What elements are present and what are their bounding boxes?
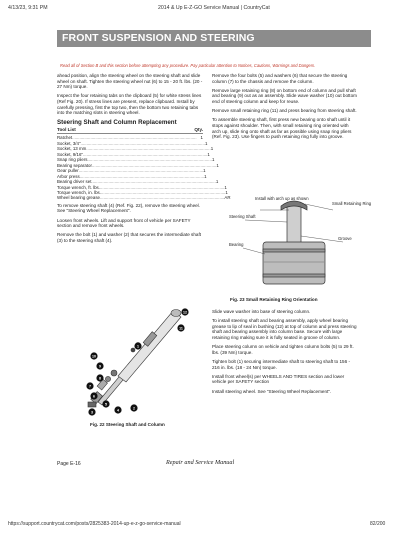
left-paragraph: To remove steering shaft (4) (Ref. Fig. 22), remove the steering wheel. See "Steering Wheel Replacement". — [57, 202, 200, 214]
tool-list — [57, 135, 231, 201]
tool-name: Gear puller — [57, 168, 79, 174]
fig23-illustration — [225, 194, 372, 294]
manual-title: Repair and Service Manual — [166, 459, 235, 466]
tool-qty: AR — [224, 195, 231, 201]
warning-line: Read all of Section B and this section before attempting any procedure. Pay particular attention to Notices, Cautions, Warnings and Dangers. — [60, 63, 316, 68]
callout-number: 7 — [89, 384, 91, 389]
tool-name: Socket, 13 mm — [57, 146, 87, 152]
tool-name: Arbor press — [57, 173, 80, 179]
fig22-illustration — [78, 298, 198, 416]
fig23-label-shaft: Steering Shaft — [229, 214, 256, 219]
tool-qty: 1 — [204, 140, 208, 146]
left-paragraph: Loosen front wheels. Lift and support front of vehicle per SAFETY section and remove front wheels. — [57, 217, 191, 229]
tool-qty: 1 — [224, 184, 227, 190]
tool-qty: 1 — [204, 173, 207, 179]
callout-number: 11 — [179, 326, 183, 331]
tool-name: Socket, 3/4" — [57, 140, 81, 146]
tool-qty: 1 — [210, 146, 214, 152]
right-paragraph: Remove large retaining ring (8) on bottom end of column and pull shaft and bearing (9) out as an assembly. Slide wave washer (10) out bottom end of steering column and keep for reuse. — [212, 87, 357, 104]
fig23-label-groove: Groove — [338, 236, 352, 241]
right-column-bottom — [212, 309, 358, 398]
callout-number: 6 — [93, 394, 95, 399]
tool-name: Ratchet — [57, 135, 73, 141]
callout-number: 12 — [183, 310, 187, 315]
tool-name: Wheel bearing grease — [57, 195, 100, 201]
right-paragraph: To install steering shaft and bearing assembly, apply wheel bearing grease to lip of seal in bushing (12) at top of column and press steering shaft and bearing assembly into column base. Secure with large retaining ring making sure it is fully seated in groove of column. — [212, 318, 357, 340]
fig23-caption: Fig. 23 Small Retaining Ring Orientation — [230, 297, 318, 302]
callout-number: 5 — [105, 402, 107, 407]
print-url: https://support.countrycat.com/posts/2825383-2014-up-e-z-go-service-manual — [8, 521, 181, 527]
tool-qty: 1 — [200, 135, 203, 141]
callout-number: 8 — [99, 376, 101, 381]
right-column-top — [212, 73, 358, 143]
left-paragraph: Inspect the four retaining tabs on the clipboard (5) for white stress lines (Ref Fig. 20). If stress lines are present, replace clipboard. Install by carefully pressing, first the top two, then the bottom two retaining tabs into the matching slots in steering wheel. — [57, 93, 202, 116]
page-number: Page E-16 — [57, 461, 81, 467]
tool-qty: 1 — [215, 179, 219, 185]
callout-number: 3 — [91, 410, 93, 415]
fig23-label-install: Install with arch up as shown — [255, 196, 309, 201]
fig22-caption: Fig. 22 Steering Shaft and Column — [90, 422, 165, 427]
callout-number: 1 — [137, 344, 139, 349]
right-paragraph: Install front wheel(s) per WHEELS AND TIRES section and lower vehicle per SAFETY section — [212, 373, 345, 385]
leader-dots — [100, 195, 224, 200]
procedure-heading: Steering Shaft and Column Replacement — [57, 119, 177, 127]
print-datetime: 4/13/23, 9:31 PM — [8, 5, 48, 11]
tool-name: Torque wrench, ft. lbs. — [57, 184, 100, 190]
right-paragraph: Place steering column on vehicle and tighten column bolts (5) to 29 ft. lbs. (39 Nm) torque. — [212, 344, 354, 355]
tool-name: Socket, 9/16" — [57, 151, 83, 157]
right-paragraph: Tighten bolt (1) securing intermediate shaft to steering shaft to 156 - 216 in. lbs. (18 - 24 Nm) torque. — [212, 358, 350, 370]
tool-name: Snap ring pliers — [57, 157, 88, 163]
right-paragraph: To assemble steering shaft, first press new bearing onto shaft until it stops against shoulder. Then, with small retaining ring oriented with arch up, slide ring onto shaft as far as possible using snap ring pliers (Ref. Fig. 23). Use fingers to push retaining ring fully into groove. — [212, 117, 352, 140]
left-paragraph: Remove the bolt (1) and washer (2) that secures the intermediate shaft (3) to the steering shaft (4). — [57, 232, 202, 244]
callout-number: 4 — [117, 408, 119, 413]
right-paragraph: Install steering wheel. See "Steering Wheel Replacement". — [212, 388, 332, 394]
callout-number: 2 — [133, 406, 135, 411]
tool-name: Bearing separator — [57, 162, 92, 168]
right-paragraph: Slide wave washer into base of steering column. — [212, 309, 311, 314]
qty-label: Qty. — [194, 127, 203, 133]
right-paragraph: Remove the four bolts (5) and washers (6) that secure the steering column (7) to the chassis and remove the column. — [212, 73, 348, 84]
tool-qty: 1 — [207, 151, 210, 157]
tool-qty: 1 — [216, 162, 219, 168]
fig23-label-ring: Small Retaining Ring — [332, 201, 372, 206]
fig23-label-bearing: Bearing — [229, 242, 244, 247]
tool-qty: 1 — [211, 157, 215, 163]
tool-list-label: Tool List — [57, 127, 76, 133]
tool-list-header — [57, 127, 203, 134]
callout-number: 9 — [99, 364, 101, 369]
section-title: FRONT SUSPENSION AND STEERING — [62, 32, 255, 44]
callout-number: 10 — [92, 354, 96, 359]
tool-qty: 1 — [225, 189, 228, 195]
tool-qty: 1 — [203, 168, 206, 174]
tool-name: Bearing driver set — [57, 179, 92, 185]
tool-list-row — [57, 195, 231, 201]
left-column — [57, 73, 231, 247]
right-paragraph: Remove small retaining ring (11) and press bearing from steering shaft. — [212, 108, 357, 114]
print-tab-title: 2014 & Up E-Z-GO Service Manual | CountryCat — [158, 5, 270, 11]
print-page-count: 82/200 — [370, 521, 386, 527]
tool-name: Torque wrench, in. lbs. — [57, 189, 101, 195]
left-paragraph: ahead position, align the steering wheel on the steering shaft and slide wheel on shaft. Tighten the steering wheel nut (6) to 15 - 20 ft. lbs. (20 - 27 Nm) torque. — [57, 73, 203, 90]
